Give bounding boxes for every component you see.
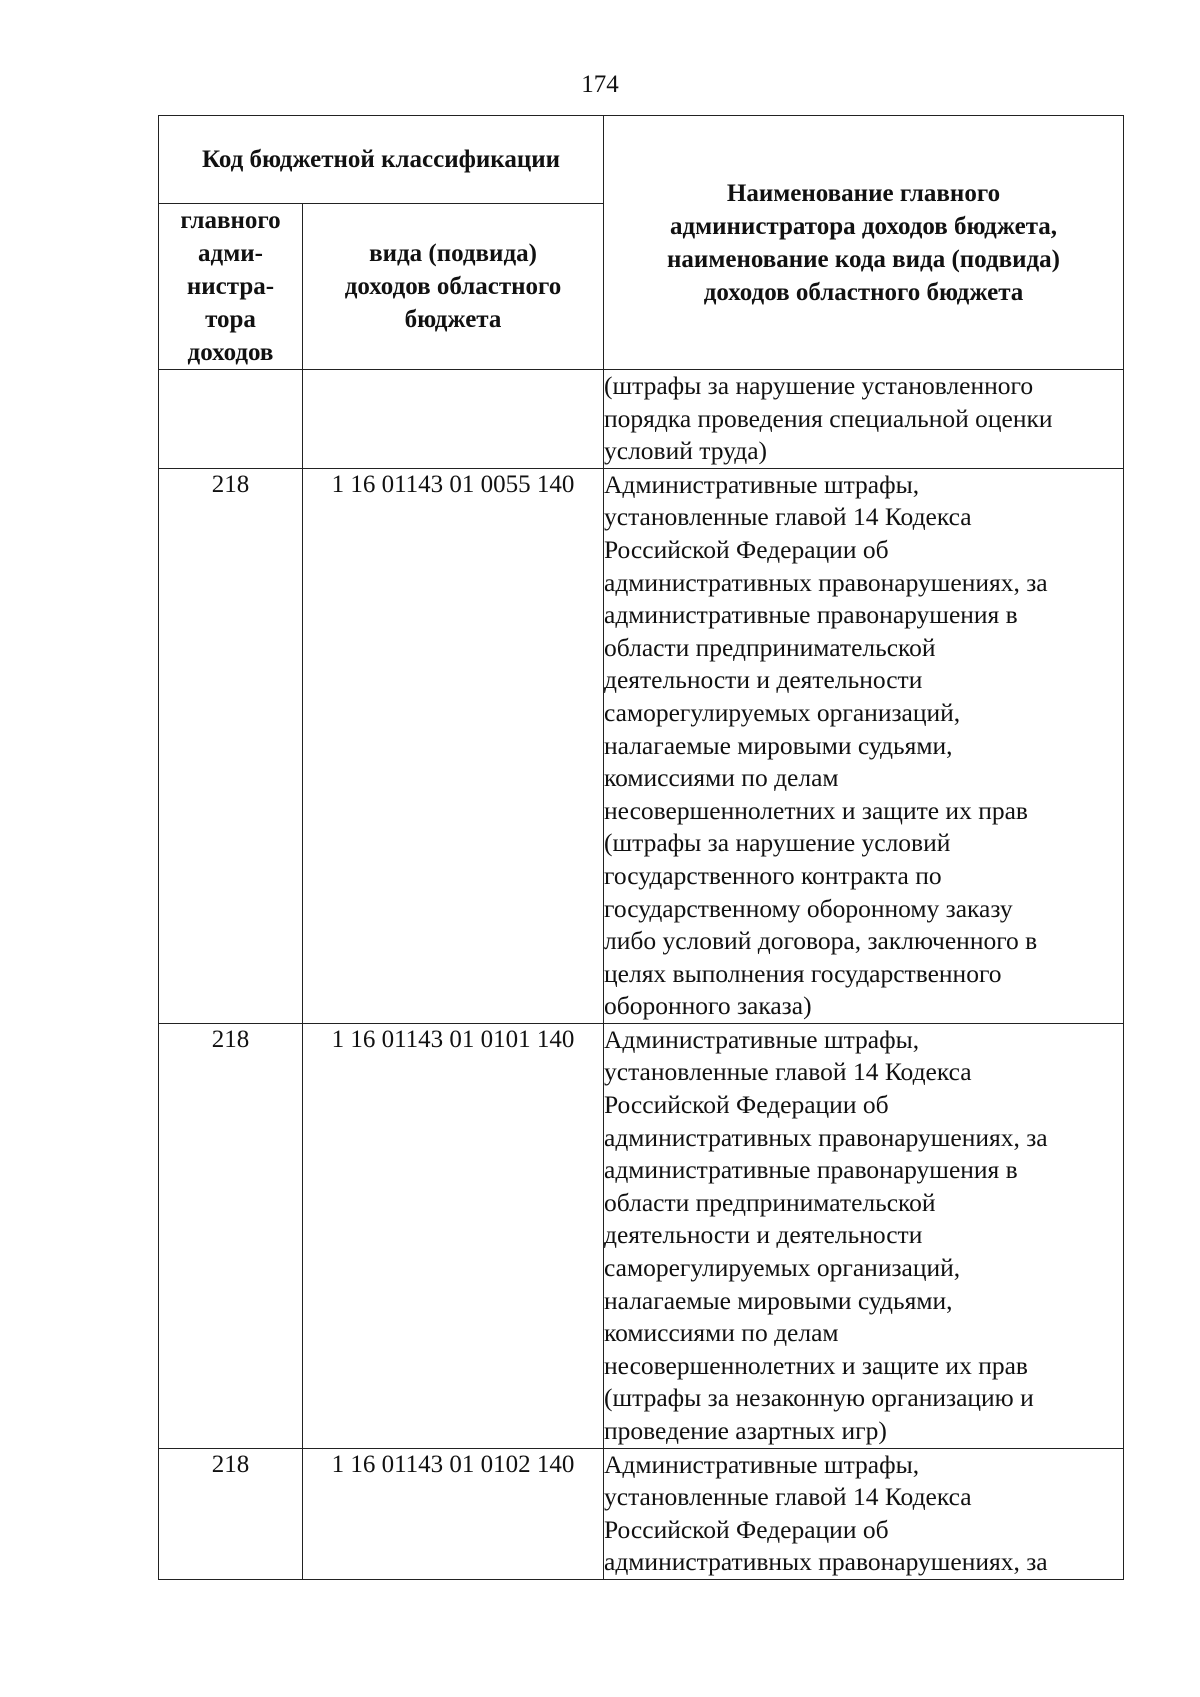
income-code-cell: 1 16 01143 01 0101 140 — [303, 1023, 604, 1448]
table-row — [159, 370, 1124, 469]
income-name-cell — [604, 370, 1124, 469]
income-name-line: деятельности и деятельности — [604, 665, 923, 695]
header-name-line: наименование кода вида (подвида) — [667, 245, 1060, 273]
income-code-cell: 1 16 01143 01 0102 140 — [303, 1448, 604, 1579]
header-name-column — [604, 116, 1124, 370]
income-name-line: деятельности и деятельности — [604, 1220, 923, 1250]
income-name-line: области предпринимательской — [604, 1187, 936, 1217]
income-name-line: саморегулируемых организаций, — [604, 1253, 961, 1283]
income-name-line: установленные главой 14 Кодекса — [604, 1482, 972, 1512]
header-admin-line: тора — [205, 306, 256, 333]
header-code-line: доходов областного — [344, 273, 562, 300]
header-admin-line: нистра- — [186, 273, 275, 300]
table-row — [159, 1023, 1124, 1448]
income-name-line: налагаемые мировыми судьями, — [604, 1285, 953, 1315]
table-header — [159, 116, 1124, 370]
table-row — [159, 468, 1124, 1023]
header-admin-line: главного — [180, 207, 281, 234]
income-name-line: административных правонарушениях, за — [604, 1547, 1048, 1577]
income-name-line: административные правонарушения в — [604, 600, 1018, 630]
income-name-line: Административные штрафы, — [604, 469, 920, 499]
income-name-line: проведение азартных игр) — [604, 1416, 887, 1445]
income-name-line: области предпринимательской — [604, 632, 936, 662]
header-admin-line: адми- — [198, 240, 263, 267]
header-name-line: доходов областного бюджета — [703, 278, 1024, 306]
income-name-line: (штрафы за нарушение установленного — [604, 371, 1034, 400]
header-admin-line: доходов — [187, 339, 274, 366]
income-name-line: Российской Федерации об — [604, 1514, 889, 1544]
page-number: 174 — [581, 71, 619, 98]
income-name-line: установленные главой 14 Кодекса — [604, 1057, 972, 1087]
income-name-line: комиссиями по делам — [604, 763, 839, 793]
budget-classification-table — [158, 115, 1124, 1580]
header-name-line: администратора доходов бюджета, — [669, 212, 1058, 240]
income-name-line: Административные штрафы, — [604, 1024, 920, 1054]
income-name-line: установленные главой 14 Кодекса — [604, 502, 972, 532]
income-name-cell — [604, 468, 1124, 1023]
income-name-line: государственному оборонному заказу — [604, 893, 1013, 923]
income-name-line: административных правонарушениях, за — [604, 567, 1048, 597]
table-body — [159, 370, 1124, 1580]
income-name-line: целях выполнения государственного — [604, 958, 1002, 988]
income-name-line: Российской Федерации об — [604, 1090, 889, 1120]
table-row — [159, 1448, 1124, 1579]
income-name-line: административных правонарушениях, за — [604, 1122, 1048, 1152]
income-name-line: административные правонарушения в — [604, 1155, 1018, 1185]
income-name-line: (штрафы за незаконную организацию и — [604, 1383, 1034, 1413]
income-name-cell — [604, 1023, 1124, 1448]
header-code-column — [303, 204, 604, 370]
header-admin-column — [159, 204, 303, 370]
header-code-line: бюджета — [404, 306, 502, 333]
income-code-cell: 1 16 01143 01 0055 140 — [303, 468, 604, 1023]
income-name-line: условий труда) — [604, 436, 768, 466]
admin-code-cell: 218 — [159, 1023, 303, 1448]
income-name-line: несовершеннолетних и защите их прав — [604, 1350, 1028, 1380]
income-name-line: Административные штрафы, — [604, 1449, 920, 1479]
income-name-line: комиссиями по делам — [604, 1318, 839, 1348]
income-name-line: налагаемые мировыми судьями, — [604, 730, 953, 760]
income-name-line: государственного контракта по — [604, 860, 942, 890]
header-code-line: вида (подвида) — [369, 240, 537, 267]
admin-code-cell: 218 — [159, 468, 303, 1023]
admin-code-cell: 218 — [159, 1448, 303, 1579]
header-budget-classification-code: Код бюджетной классификации — [159, 116, 604, 204]
admin-code-cell — [159, 370, 303, 469]
income-name-line: либо условий договора, заключенного в — [604, 926, 1038, 956]
income-name-line: несовершеннолетних и защите их прав — [604, 795, 1028, 825]
income-name-line: порядка проведения специальной оценки — [604, 403, 1053, 433]
income-name-cell — [604, 1448, 1124, 1579]
income-name-line: (штрафы за нарушение условий — [604, 828, 951, 858]
header-name-line: Наименование главного — [726, 179, 1001, 207]
income-name-line: Российской Федерации об — [604, 534, 889, 564]
income-name-line: саморегулируемых организаций, — [604, 697, 961, 727]
income-name-line: оборонного заказа) — [604, 991, 812, 1021]
income-code-cell — [303, 370, 604, 469]
